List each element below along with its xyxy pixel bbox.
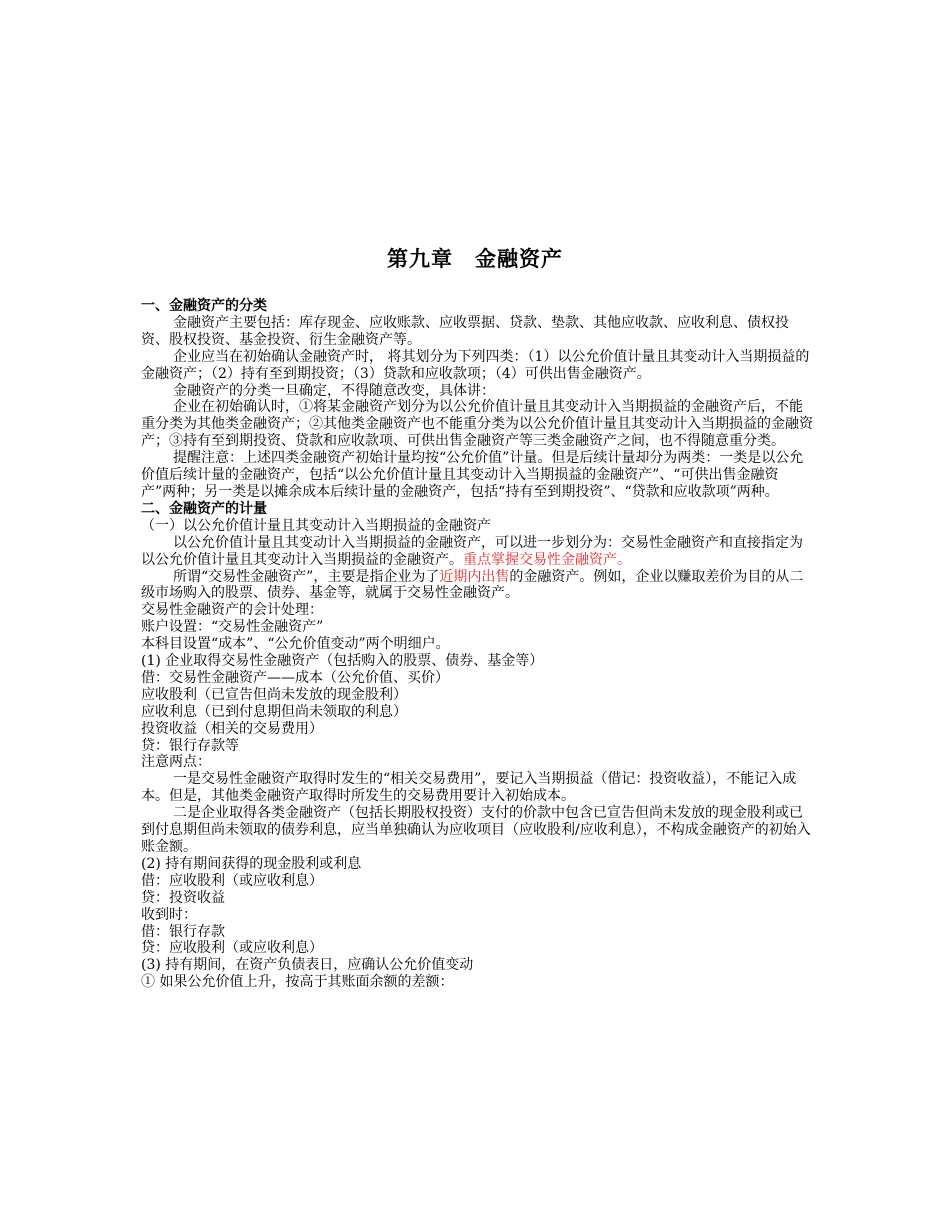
paragraph: 金融资产的分类一旦确定，不得随意改变，具体讲：: [173, 382, 495, 399]
paragraph: 金融资产主要包括：库存现金、应收账款、应收票据、贷款、垫款、其他应收款、应收利息、债权投资、股权投资、基金投资、衍生金融资产等。: [141, 314, 789, 348]
paragraph: [141, 535, 813, 569]
journal-entry-line: 贷：应收股利（或应收利息）: [141, 940, 323, 957]
paragraph: [141, 569, 813, 603]
text-line: 注意两点：: [141, 754, 211, 771]
paragraph-text: 的金融资产。例如，企业以赚取差价为目的从二级市场购入的股票、债券、基金等，就属于交易性金融资产。: [141, 568, 804, 602]
document-body: [141, 298, 813, 991]
journal-entry-line: 贷：投资收益: [141, 889, 225, 906]
subsection-heading: （一）以公允价值计量且其变动计入当期损益的金融资产: [141, 517, 491, 534]
chapter-number: 第九章: [387, 247, 453, 271]
section-heading: 二、金融资产的计量: [141, 500, 267, 517]
text-line: ① 如果公允价值上升，按高于其账面余额的差额：: [141, 974, 454, 991]
text-line: 本科目设置“成本”、“公允价值变动”两个明细户。: [141, 636, 450, 653]
paragraph: 企业在初始确认时，①将某金融资产划分为以公允价值计量且其变动计入当期损益的金融资产后，不能重分类为其他类金融资产；②其他类金融资产也不能重分类为以公允价值计量且其变动计入当期损益的金融资产；③持有至到期投资、贷款和应收款项、可供出售金融资产等三类金融资产之间，也不得随意重分类。: [141, 399, 813, 450]
text-line: 账户设置：“交易性金融资产”: [141, 619, 324, 636]
paragraph: 企业应当在初始确认金融资产时， 将其划分为下列四类：（1）以公允价值计量且其变动计入当期损益的金融资产；（2）持有至到期投资；（3）贷款和应收款项；（4）可供出售金融资产。: [141, 348, 810, 382]
text-line: 交易性金融资产的会计处理：: [141, 602, 323, 619]
paragraph: 一是交易性金融资产取得时发生的“相关交易费用”，要记入当期损益（借记：投资收益），不能记入成本。但是，其他类金融资产取得时所发生的交易费用要计入初始成本。: [141, 771, 797, 805]
text-line: 收到时：: [141, 906, 197, 923]
journal-entry-line: 借：银行存款: [141, 923, 225, 940]
chapter-title: [0, 243, 950, 273]
journal-entry-line: 借：应收股利（或应收利息）: [141, 872, 323, 889]
paragraph-text: 所谓“交易性金融资产”，主要是指企业为了: [173, 568, 440, 585]
paragraph: 二是企业取得各类金融资产（包括长期股权投资）支付的价款中包含已宣告但尚未发放的现金股利或已到付息期但尚未领取的债券利息，应当单独确认为应收项目（应收股利/应收利息），不构成金融资产的初始入账金额。: [141, 805, 811, 855]
text-line: (3) 持有期间，在资产负债表日，应确认公允价值变动: [141, 957, 474, 974]
journal-entry-line: 应收股利（已宣告但尚未发放的现金股利）: [141, 686, 407, 703]
journal-entry-line: 贷：银行存款等: [141, 737, 239, 754]
text-line: (1) 企业取得交易性金融资产（包括购入的股票、债券、基金等）: [141, 653, 544, 670]
chapter-name: 金融资产: [475, 247, 563, 271]
highlight-text: 重点掌握交易性金融资产。: [463, 551, 631, 568]
journal-entry-line: 借：交易性金融资产——成本（公允价值、买价）: [141, 669, 449, 686]
highlight-text: 近期内出售: [439, 568, 510, 585]
paragraph: 提醒注意：上述四类金融资产初始计量均按“公允价值”计量。但是后续计量却分为两类：一类是以公允价值后续计量的金融资产，包括“以公允价值计量且其变动计入当期损益的金融资产”、“可供出售金融资产”两种；另一类是以摊余成本后续计量的金融资产，包括“持有至到期投资”、“贷款和应收款项”两种。: [141, 450, 804, 500]
section-heading: 一、金融资产的分类: [141, 298, 267, 314]
journal-entry-line: 投资收益（相关的交易费用）: [141, 720, 323, 737]
paragraph-text: 以公允价值计量且其变动计入当期损益的金融资产，可以进一步划分为：交易性金融资产和直接指定为以公允价值计量且其变动计入当期损益的金融资产。: [141, 534, 803, 568]
text-line: (2) 持有期间获得的现金股利或利息: [141, 855, 362, 872]
journal-entry-line: 应收利息（已到付息期但尚未领取的利息）: [141, 703, 407, 720]
